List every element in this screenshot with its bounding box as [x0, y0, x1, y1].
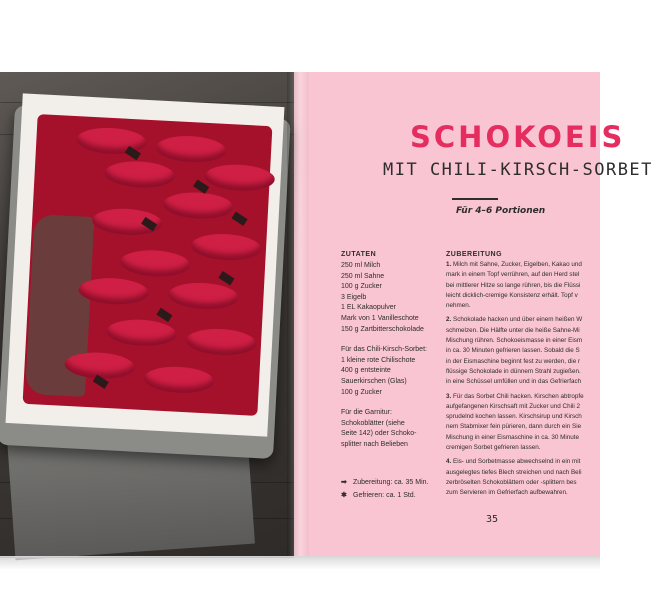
preparation-step	[446, 392, 616, 454]
ingredients-heading: ZUTATEN	[341, 251, 377, 258]
step-line: nem Stabmixer fein pürieren, dann durch ein Sie	[446, 423, 582, 431]
step-line: 1. Milch mit Sahne, Zucker, Eigelben, Kakao und	[446, 261, 582, 268]
preparation-step	[446, 260, 616, 311]
recipe-title: SCHOKOEIS	[410, 120, 626, 154]
step-line: 3. Für das Sorbet Chili hacken. Kirschen abtropfe	[446, 392, 584, 400]
step-line: Mischung in einer Eismaschine in ca. 30 Minute	[446, 433, 580, 441]
step-line: nehmen.	[446, 302, 471, 310]
sorbet-heading: Für das Chili-Kirsch-Sorbet:	[341, 346, 427, 354]
ice-cream-swirls	[23, 114, 273, 416]
ingredient-item: Schokoblätter (siehe	[341, 419, 405, 427]
step-line: ausgelegtes tiefes Blech streichen und nach Beli	[446, 468, 582, 476]
preparation-step	[446, 315, 616, 387]
step-line: 2. Schokolade hacken und über einem heißen W	[446, 316, 583, 324]
recipe-subtitle: MIT CHILI-KIRSCH-SORBET	[383, 160, 653, 180]
ingredient-item: 250 ml Milch	[341, 262, 381, 269]
ingredients-list	[341, 262, 441, 452]
ingredient-item: 400 g entsteinte	[341, 367, 391, 375]
prep-time: ➡ Zubereitung: ca. 35 Min.	[341, 479, 429, 486]
step-line: bei mittlerer Hitze so lange rühren, bis die Flüssi	[446, 281, 581, 289]
step-line: zum Servieren im Gefrierfach aufbewahren.	[446, 489, 568, 497]
step-line: mark in einem Topf verrühren, auf den Herd stel	[446, 271, 580, 279]
ingredient-item: 150 g Zartbitterschokolade	[341, 325, 424, 333]
step-line: Mischung rühren. Schokoeismasse in einer Eism	[446, 337, 583, 345]
ingredient-item: 100 g Zucker	[341, 388, 382, 396]
title-divider	[452, 198, 498, 200]
portions-label: Für 4–6 Portionen	[456, 206, 546, 216]
ingredient-item: 100 g Zucker	[341, 283, 382, 291]
recipe-photo	[0, 72, 294, 558]
page-shadow	[0, 556, 600, 570]
ingredient-item: 1 kleine rote Chilischote	[341, 356, 416, 364]
preparation-heading: ZUBEREITUNG	[446, 251, 503, 258]
ingredient-item: Sauerkirschen (Glas)	[341, 377, 407, 385]
garnish-heading: Für die Garnitur:	[341, 409, 392, 417]
page-number: 35	[486, 514, 499, 525]
step-line: 4. Eis- und Sorbetmasse abwechselnd in ein mit	[446, 458, 581, 466]
step-line: in der Eismaschine beginnt fest zu werden, die r	[446, 357, 581, 365]
ingredient-item: Mark von 1 Vanilleschote	[341, 314, 419, 322]
step-line: sprudelnd kochen lassen. Kirschsirup und Kirsch	[446, 413, 582, 421]
ingredient-item: Seite 142) oder Schoko-	[341, 430, 417, 438]
ingredient-item: splitter nach Belieben	[341, 440, 408, 448]
step-line: flüssige Schokolade in dünnem Strahl zugießen.	[446, 367, 581, 375]
snowflake-icon: ✱	[341, 492, 347, 499]
ingredient-item: 1 EL Kakaopulver	[341, 304, 396, 312]
step-line: zerbröselten Schokoblättern oder -splittern bes	[446, 478, 577, 486]
step-line: in eine Schüssel umfüllen und in das Gefrierfach	[446, 378, 582, 386]
step-line: cremigen Sorbet gefrieren lassen.	[446, 444, 541, 452]
step-number: 1.	[446, 261, 452, 268]
ingredient-item: 3 Eigelb	[341, 293, 367, 301]
freeze-time: ✱ Gefrieren: ca. 1 Std.	[341, 492, 416, 499]
step-line: aufgefangenen Kirschsaft mit Zucker und Chili 2	[446, 402, 581, 410]
preparation-step	[446, 457, 616, 498]
step-number: 4.	[446, 458, 452, 466]
step-number: 2.	[446, 316, 452, 324]
book-gutter	[287, 72, 309, 558]
step-line: in ca. 30 Minuten gefrieren lassen. Sobald die S	[446, 347, 580, 355]
arrow-icon: ➡	[341, 479, 347, 486]
step-line: leicht dicklich-cremige Konsistenz erhält. Topf v	[446, 291, 578, 299]
step-line: schmelzen. Die Hälfte unter die heiße Sahne-Mi	[446, 326, 580, 334]
preparation-steps	[446, 260, 616, 503]
ingredient-item: 250 ml Sahne	[341, 272, 385, 280]
step-number: 3.	[446, 392, 452, 400]
